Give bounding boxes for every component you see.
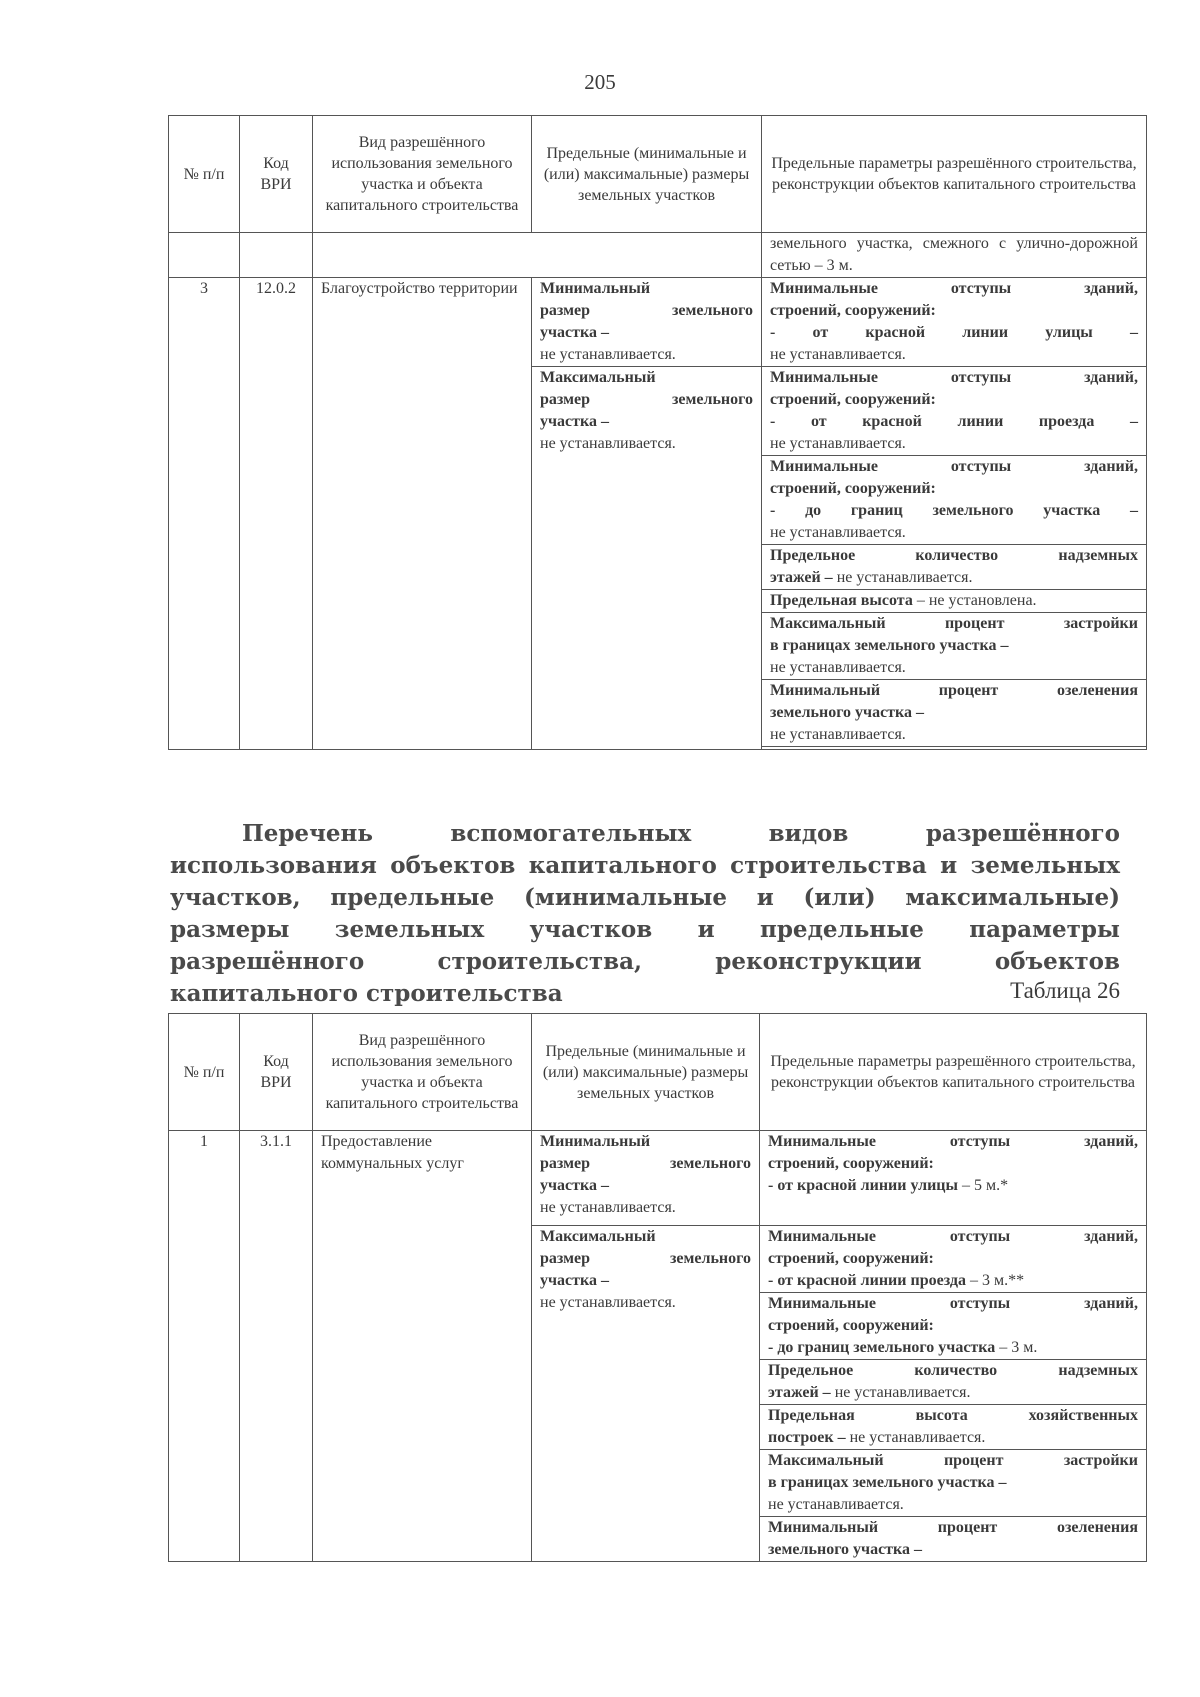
header-vid: Вид разрешённого использования земельного участка и объекта капитального строительства [313, 1014, 532, 1131]
param-floors: Предельное количество надземных этажей – не устанавливается. [760, 1360, 1147, 1405]
header-num: № п/п [169, 116, 240, 233]
param-outbuilding-height: Предельная высота хозяйственных построек – не устанавливается. [760, 1405, 1147, 1450]
table-row [169, 278, 1147, 367]
header-code: Код ВРИ [240, 1014, 313, 1131]
page-number: 205 [584, 70, 616, 94]
section-caption: Перечень вспомогательных видов разрешённого использования объектов капитального строительства и земельных участков, предельные (минимальные и (или) максимальные) размеры земельных участков и предельные параметры разрешённого строительства, реконструкции объектов капитального строительства [170, 820, 1120, 1007]
row-code: 12.0.2 [240, 278, 313, 750]
param-green-percent: Минимальный процент озеленения земельного участка – [760, 1517, 1147, 1562]
param-setback-boundary: Минимальные отступы зданий, строений, сооружений: - до границ земельного участка – 3 м. [760, 1293, 1147, 1360]
min-size-cell: Минимальный размер земельного участка – не устанавливается. [532, 278, 762, 367]
header-sizes: Предельные (минимальные и (или) максимальные) размеры земельных участков [532, 1014, 760, 1131]
param-setback-passage: Минимальные отступы зданий, строений, сооружений: - от красной линии проезда – 3 м.** [760, 1226, 1147, 1293]
table-row [169, 1131, 1147, 1226]
param-green-percent: Минимальный процент озеленения земельного участка – не устанавливается. [762, 680, 1147, 747]
param-height: Предельная высота – не установлена. [762, 590, 1147, 613]
table-header-row [169, 1014, 1147, 1131]
param-setback-passage: Минимальные отступы зданий, строений, сооружений: - от красной линии проезда – не устанавливается. [762, 367, 1147, 456]
param-build-percent: Максимальный процент застройки в границах земельного участка – не устанавливается. [762, 613, 1147, 680]
header-num: № п/п [169, 1014, 240, 1131]
max-size-cell: Максимальный размер земельного участка – не устанавливается. [532, 367, 762, 750]
row-vid: Благоустройство территории [313, 278, 532, 750]
header-params: Предельные параметры разрешённого строительства, реконструкции объектов капитального строительства [762, 116, 1147, 233]
param-setback-boundary: Минимальные отступы зданий, строений, сооружений: - до границ земельного участка – не устанавливается. [762, 456, 1147, 545]
header-vid: Вид разрешённого использования земельного участка и объекта капитального строительства [313, 116, 532, 233]
table-name: Таблица 26 [1010, 978, 1120, 1003]
param-setback-street: Минимальные отступы зданий, строений, сооружений: - от красной линии улицы – не устанавливается. [762, 278, 1147, 367]
param-floors: Предельное количество надземных этажей – не устанавливается. [762, 545, 1147, 590]
zoning-table-26 [168, 1013, 1147, 1562]
param-setback-street: Минимальные отступы зданий, строений, сооружений: - от красной линии улицы – 5 м.* [760, 1131, 1147, 1226]
max-size-cell: Максимальный размер земельного участка – не устанавливается. [532, 1226, 760, 1562]
continuation-text: земельного участка, смежного с улично-дорожной сетью – 3 м. [762, 233, 1147, 278]
table-row-continuation [169, 233, 1147, 278]
header-code: Код ВРИ [240, 116, 313, 233]
min-size-cell: Минимальный размер земельного участка – не устанавливается. [532, 1131, 760, 1226]
header-params: Предельные параметры разрешённого строительства, реконструкции объектов капитального строительства [760, 1014, 1147, 1131]
row-vid: Предоставление коммунальных услуг [313, 1131, 532, 1562]
param-build-percent: Максимальный процент застройки в границах земельного участка – не устанавливается. [760, 1450, 1147, 1517]
row-code: 3.1.1 [240, 1131, 313, 1562]
table-header-row [169, 116, 1147, 233]
row-num: 1 [169, 1131, 240, 1562]
row-num: 3 [169, 278, 240, 750]
header-sizes: Предельные (минимальные и (или) максимальные) размеры земельных участков [532, 116, 762, 233]
zoning-table-continued [168, 115, 1147, 750]
